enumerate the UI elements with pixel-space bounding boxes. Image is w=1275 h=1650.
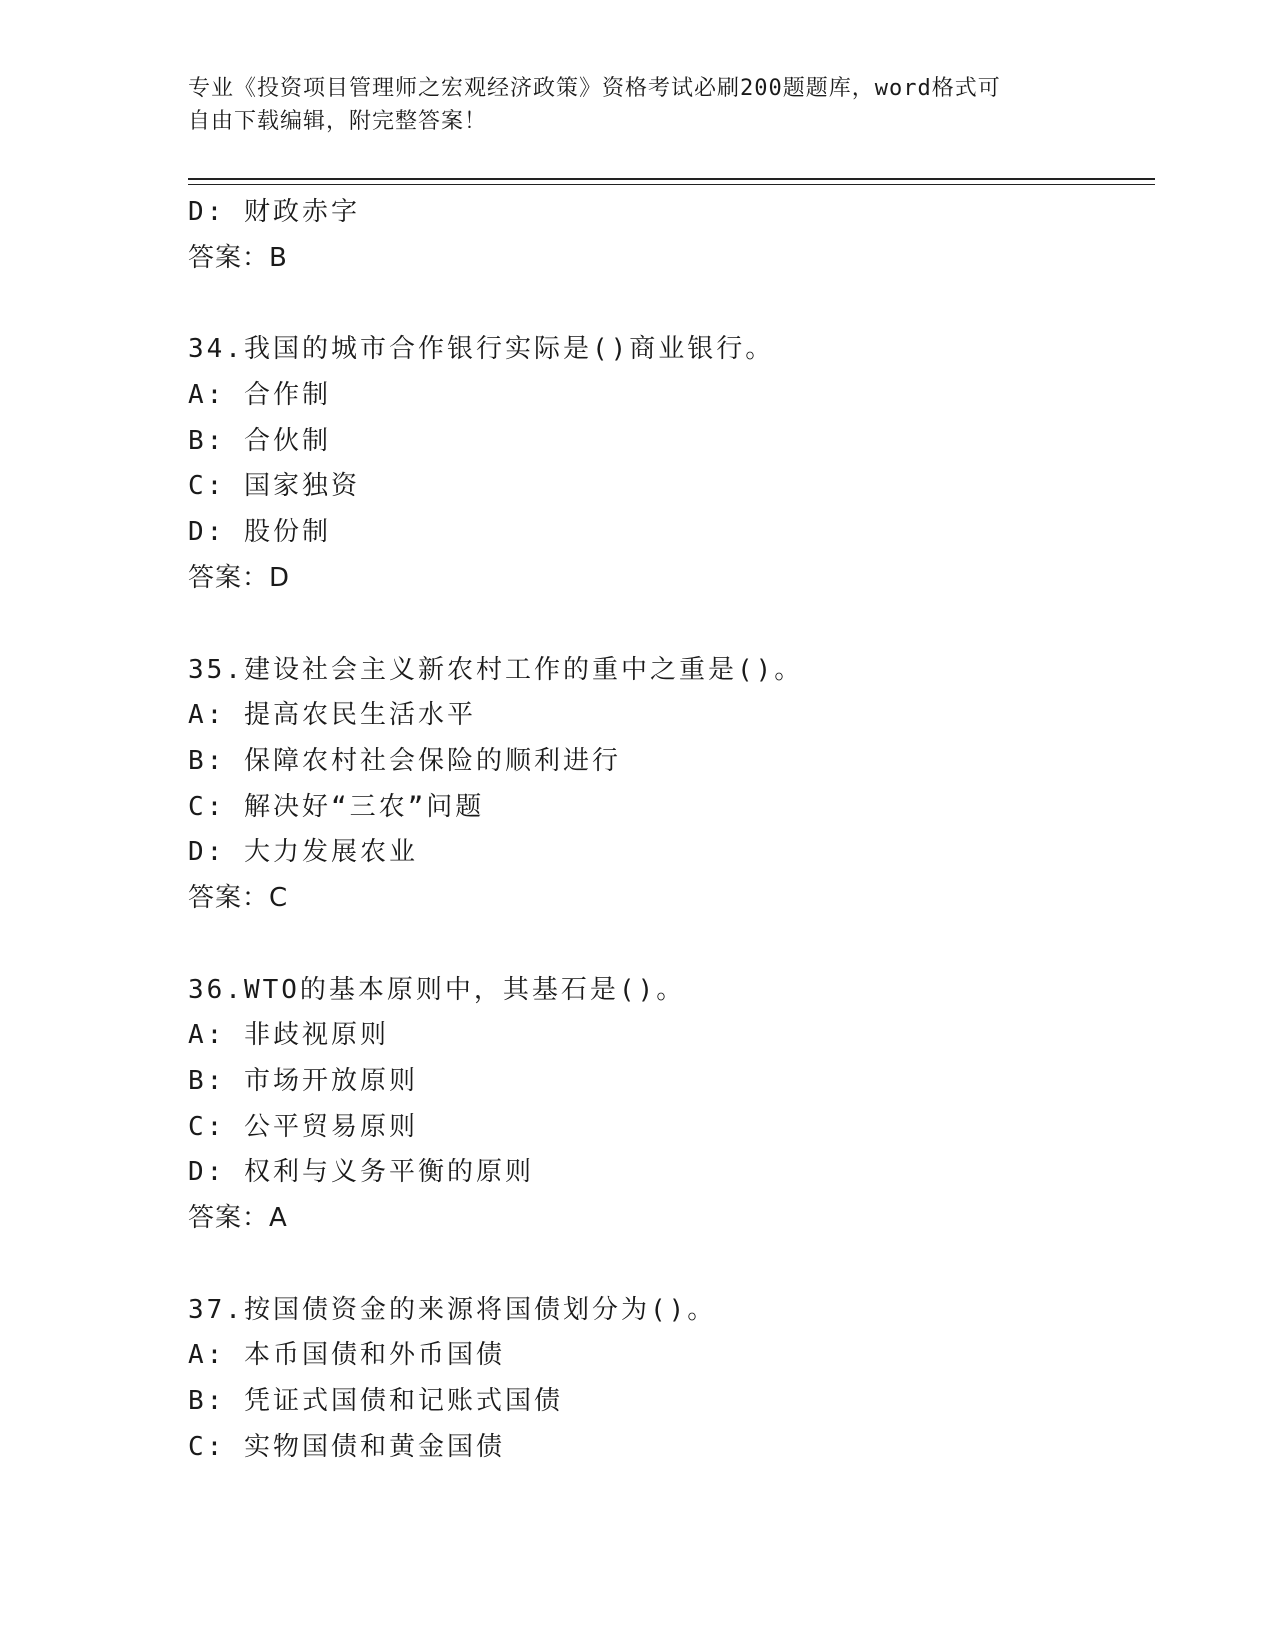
header-line-1: 专业《投资项目管理师之宏观经济政策》资格考试必刷200题题库，word格式可 (188, 76, 1001, 101)
header-rule-thin (188, 184, 1155, 185)
option-d: D: 股份制 (188, 517, 331, 548)
option-c: C: 公平贸易原则 (188, 1111, 418, 1142)
option-b: B: 保障农村社会保险的顺利进行 (188, 745, 621, 776)
question-list (188, 190, 1155, 1471)
question-35 (188, 648, 1155, 922)
option-b: B: 市场开放原则 (188, 1066, 418, 1096)
option-a: A: 提高农民生活水平 (188, 700, 476, 731)
answer-line: 答案：D (188, 562, 291, 593)
spacer (188, 922, 1155, 968)
header-rule-thick (188, 178, 1155, 180)
option-c: C: 解决好“三农”问题 (188, 791, 485, 822)
answer-line: 答案：B (188, 242, 288, 273)
question-stem: 37.按国债资金的来源将国债划分为()。 (188, 1294, 717, 1325)
question-33-tail (188, 190, 1155, 281)
option-c: C: 实物国债和黄金国债 (188, 1431, 505, 1462)
spacer (188, 602, 1155, 648)
option-a: A: 合作制 (188, 380, 331, 411)
question-stem: 35.建设社会主义新农村工作的重中之重是()。 (188, 654, 804, 685)
question-37 (188, 1288, 1155, 1471)
spacer (188, 281, 1155, 327)
question-stem: 34.我国的城市合作银行实际是()商业银行。 (188, 334, 775, 365)
option-d: D: 大力发展农业 (188, 837, 418, 868)
option-a: A: 非歧视原则 (188, 1020, 389, 1051)
spacer (188, 1242, 1155, 1288)
document-header (188, 72, 1088, 138)
option-c: C: 国家独资 (188, 471, 360, 502)
header-line-2: 自由下载编辑，附完整答案！ (188, 109, 488, 134)
question-stem: 36.WTO的基本原则中，其基石是()。 (188, 974, 686, 1005)
answer-line: 答案：A (188, 1203, 288, 1234)
option-d: D: 权利与义务平衡的原则 (188, 1157, 534, 1188)
option-d: D: 财政赤字 (188, 197, 360, 227)
option-a: A: 本币国债和外币国债 (188, 1340, 505, 1371)
question-36 (188, 968, 1155, 1242)
answer-line: 答案：C (188, 882, 289, 913)
option-b: B: 合伙制 (188, 425, 331, 456)
question-34 (188, 327, 1155, 601)
option-b: B: 凭证式国债和记账式国债 (188, 1386, 563, 1417)
